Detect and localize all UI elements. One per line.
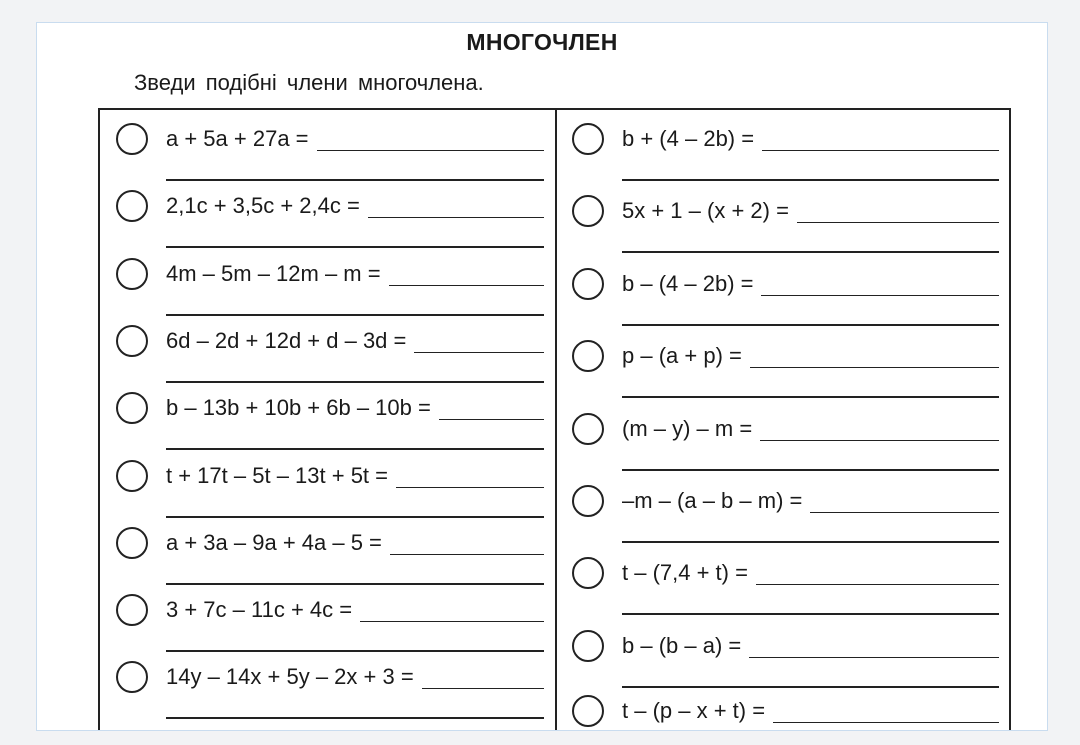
answer-circle[interactable] xyxy=(572,557,604,589)
exercise-item xyxy=(572,557,999,589)
answer-line[interactable] xyxy=(439,419,544,421)
answer-circle[interactable] xyxy=(116,123,148,155)
answer-line-second[interactable] xyxy=(622,396,999,398)
answer-line[interactable] xyxy=(390,554,544,556)
answer-line-second[interactable] xyxy=(166,717,544,719)
expression: 4m – 5m – 12m – m = xyxy=(166,261,381,286)
answer-circle[interactable] xyxy=(116,392,148,424)
expression: –m – (a – b – m) = xyxy=(622,488,803,513)
answer-line[interactable] xyxy=(762,150,999,152)
answer-circle[interactable] xyxy=(572,268,604,300)
answer-circle[interactable] xyxy=(572,340,604,372)
answer-circle[interactable] xyxy=(116,258,148,290)
answer-line-second[interactable] xyxy=(622,324,999,326)
answer-line[interactable] xyxy=(389,285,544,287)
answer-line-second[interactable] xyxy=(166,516,544,518)
answer-line-second[interactable] xyxy=(166,381,544,383)
expression: t – (7,4 + t) = xyxy=(622,560,748,585)
answer-line[interactable] xyxy=(749,657,999,659)
exercise-item xyxy=(572,195,999,227)
answer-line-second[interactable] xyxy=(622,469,999,471)
exercise-item xyxy=(116,325,544,357)
expression: 5x + 1 – (x + 2) = xyxy=(622,198,789,223)
answer-line[interactable] xyxy=(414,352,544,354)
answer-line[interactable] xyxy=(750,367,999,369)
exercise-item xyxy=(116,123,544,155)
answer-line[interactable] xyxy=(760,440,999,442)
exercise-item xyxy=(572,630,999,662)
expression: a + 3a – 9a + 4a – 5 = xyxy=(166,530,382,555)
answer-line-second[interactable] xyxy=(622,613,999,615)
answer-circle[interactable] xyxy=(572,485,604,517)
answer-circle[interactable] xyxy=(572,695,604,727)
worksheet-page xyxy=(36,22,1048,731)
answer-line[interactable] xyxy=(810,512,999,514)
answer-line-second[interactable] xyxy=(622,251,999,253)
answer-line[interactable] xyxy=(756,584,999,586)
expression: b + (4 – 2b) = xyxy=(622,126,755,151)
expression: 2,1c + 3,5c + 2,4c = xyxy=(166,193,360,218)
answer-line-second[interactable] xyxy=(166,179,544,181)
answer-line-second[interactable] xyxy=(622,541,999,543)
exercise-item xyxy=(572,695,999,727)
answer-circle[interactable] xyxy=(572,630,604,662)
expression: t – (p – x + t) = xyxy=(622,698,766,723)
exercise-item xyxy=(116,594,544,626)
answer-line-second[interactable] xyxy=(622,686,999,688)
expression: (m – y) – m = xyxy=(622,416,753,441)
answer-line[interactable] xyxy=(773,722,999,724)
answer-line-second[interactable] xyxy=(166,583,544,585)
expression: 3 + 7c – 11c + 4c = xyxy=(166,597,353,622)
answer-circle[interactable] xyxy=(572,123,604,155)
exercise-item xyxy=(116,258,544,290)
expression: b – (4 – 2b) = xyxy=(622,271,754,296)
exercise-item xyxy=(572,123,999,155)
answer-circle[interactable] xyxy=(116,594,148,626)
exercise-item xyxy=(116,661,544,693)
expression: b – 13b + 10b + 6b – 10b = xyxy=(166,395,431,420)
exercise-item xyxy=(572,485,999,517)
answer-line[interactable] xyxy=(360,621,544,623)
expression: 14y – 14x + 5y – 2x + 3 = xyxy=(166,664,414,689)
answer-line[interactable] xyxy=(761,295,999,297)
answer-circle[interactable] xyxy=(572,413,604,445)
answer-circle[interactable] xyxy=(572,195,604,227)
answer-line[interactable] xyxy=(797,222,999,224)
expression: a + 5a + 27a = xyxy=(166,126,309,151)
expression: 6d – 2d + 12d + d – 3d = xyxy=(166,328,407,353)
answer-circle[interactable] xyxy=(116,325,148,357)
exercise-item xyxy=(116,460,544,492)
expression: p – (a + p) = xyxy=(622,343,742,368)
exercise-item xyxy=(116,190,544,222)
exercise-item xyxy=(572,268,999,300)
answer-line-second[interactable] xyxy=(166,246,544,248)
expression: b – (b – a) = xyxy=(622,633,742,658)
answer-line-second[interactable] xyxy=(166,448,544,450)
answer-line-second[interactable] xyxy=(166,650,544,652)
answer-line-second[interactable] xyxy=(622,179,999,181)
page-title: МНОГОЧЛЕН xyxy=(466,29,618,55)
exercise-item xyxy=(572,340,999,372)
column-divider xyxy=(555,110,557,730)
exercise-item xyxy=(572,413,999,445)
answer-circle[interactable] xyxy=(116,190,148,222)
answer-line[interactable] xyxy=(317,150,544,152)
answer-line[interactable] xyxy=(396,487,544,489)
answer-line[interactable] xyxy=(422,688,544,690)
instruction: Зведи подібні члени многочлена. xyxy=(134,70,484,95)
exercise-item xyxy=(116,392,544,424)
exercise-table xyxy=(98,108,1011,730)
answer-line-second[interactable] xyxy=(166,314,544,316)
answer-circle[interactable] xyxy=(116,460,148,492)
expression: t + 17t – 5t – 13t + 5t = xyxy=(166,463,388,488)
answer-circle[interactable] xyxy=(116,661,148,693)
exercise-item xyxy=(116,527,544,559)
answer-circle[interactable] xyxy=(116,527,148,559)
answer-line[interactable] xyxy=(368,217,544,219)
